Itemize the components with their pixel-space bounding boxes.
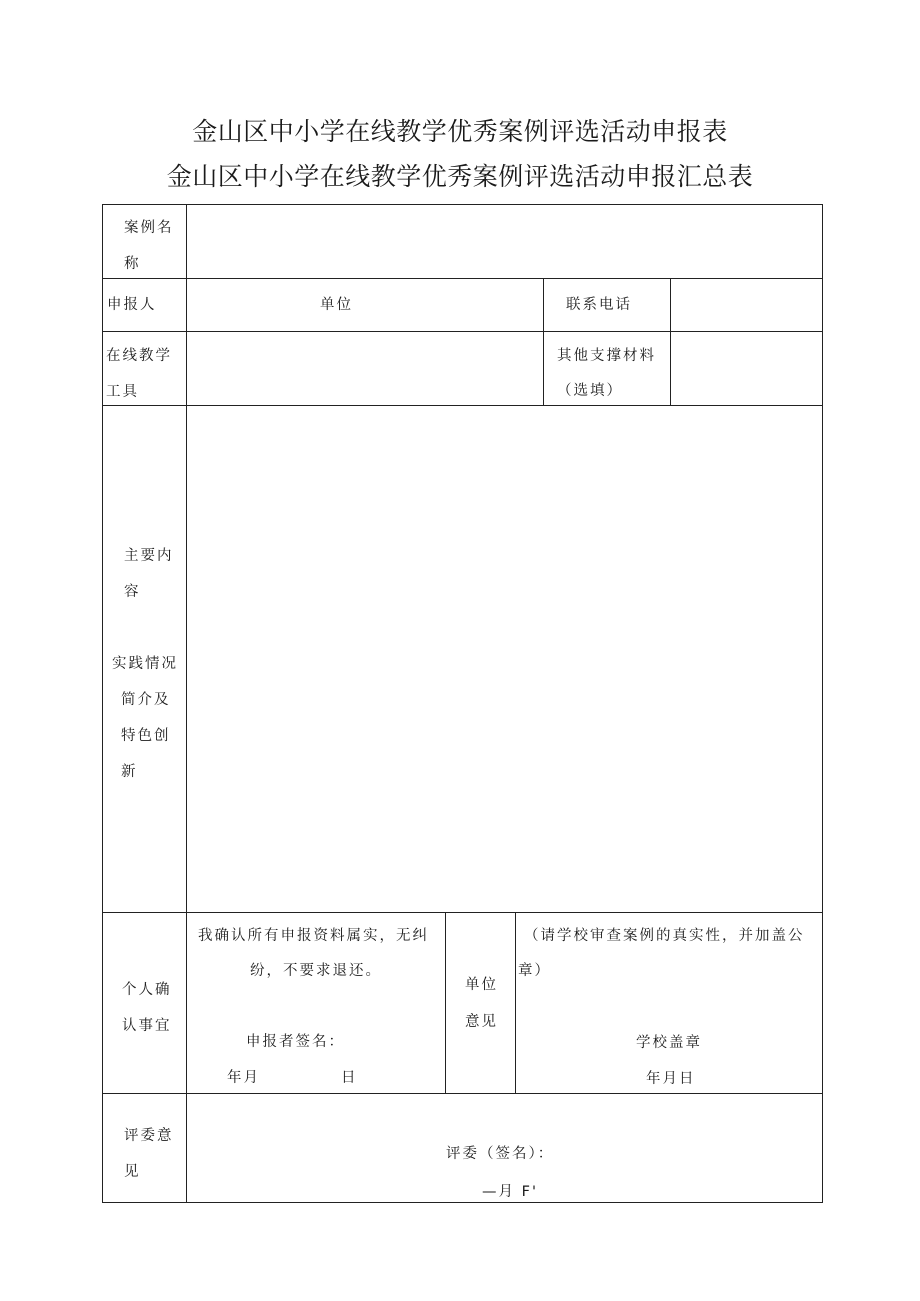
applicant-date-month: 年月 — [227, 1070, 260, 1086]
row-divider — [102, 278, 823, 279]
unit-label: 单位 — [320, 297, 353, 313]
school-review-note: （请学校审查案例的真实性，并加盖公 — [524, 928, 805, 944]
label-column-divider — [186, 204, 187, 1203]
row-divider — [102, 1093, 823, 1094]
school-seal-label: 学校盖章 — [636, 1035, 702, 1051]
table-border-top — [102, 204, 823, 205]
practice-label-line2: 简介及 — [121, 692, 171, 708]
judge-date: —月 F' — [482, 1184, 538, 1200]
confirm-statement: 我确认所有申报资料属实，无纠 — [198, 928, 429, 944]
table-border-bottom — [102, 1202, 823, 1203]
row-divider — [102, 331, 823, 332]
judge-opinion-field[interactable] — [188, 1095, 821, 1135]
judge-opinion-label-cont: 见 — [124, 1164, 141, 1180]
unit-opinion-label-cont: 意见 — [465, 1014, 498, 1030]
school-date: 年月日 — [646, 1071, 696, 1087]
personal-confirm-label-cont: 认事宜 — [122, 1018, 172, 1034]
judge-opinion-label: 评委意 — [124, 1128, 174, 1144]
applicant-field[interactable] — [188, 280, 308, 330]
practice-label-line3: 特色创 — [121, 728, 171, 744]
phone-label: 联系电话 — [566, 297, 632, 313]
school-review-note-cont: 章） — [518, 963, 551, 979]
applicant-label: 申报人 — [107, 297, 157, 313]
other-materials-optional: （选填） — [557, 383, 623, 399]
unit-field[interactable] — [370, 280, 542, 330]
column-divider — [515, 912, 516, 1094]
phone-field[interactable] — [672, 280, 821, 330]
main-content-label-cont: 容 — [124, 584, 141, 600]
applicant-signature-label: 申报者签名： — [246, 1034, 345, 1050]
applicant-signature-field[interactable] — [340, 1030, 440, 1056]
form-title: 金山区中小学在线教学优秀案例评选活动申报表 — [192, 117, 728, 146]
other-materials-label: 其他支撑材料 — [557, 348, 656, 364]
teaching-tool-field[interactable] — [188, 333, 542, 404]
case-name-label-cont: 称 — [124, 256, 141, 272]
form-subtitle: 金山区中小学在线教学优秀案例评选活动申报汇总表 — [166, 162, 754, 191]
column-divider — [445, 912, 446, 1094]
table-border-left — [102, 204, 103, 1203]
main-content-label: 主要内 — [124, 548, 174, 564]
row-divider — [102, 912, 823, 913]
case-name-label: 案例名 — [124, 220, 174, 236]
teaching-tool-label-cont: 工具 — [106, 384, 139, 400]
personal-confirm-label: 个人确 — [122, 982, 172, 998]
case-name-field[interactable] — [188, 206, 821, 277]
applicant-date-day: 日 — [341, 1070, 358, 1086]
unit-opinion-field[interactable] — [517, 985, 821, 1025]
column-divider — [670, 278, 671, 406]
row-divider — [102, 405, 823, 406]
column-divider — [543, 278, 544, 406]
main-content-field[interactable] — [188, 407, 821, 911]
confirm-statement-cont: 纷，不要求退还。 — [250, 963, 382, 979]
table-border-right — [822, 204, 823, 1203]
other-materials-field[interactable] — [672, 333, 821, 404]
unit-opinion-label: 单位 — [465, 977, 498, 993]
practice-label-line4: 新 — [121, 764, 138, 780]
teaching-tool-label: 在线教学 — [106, 348, 172, 364]
judge-signature-label: 评委（签名）： — [446, 1146, 555, 1162]
practice-label: 实践情况 — [112, 656, 178, 672]
